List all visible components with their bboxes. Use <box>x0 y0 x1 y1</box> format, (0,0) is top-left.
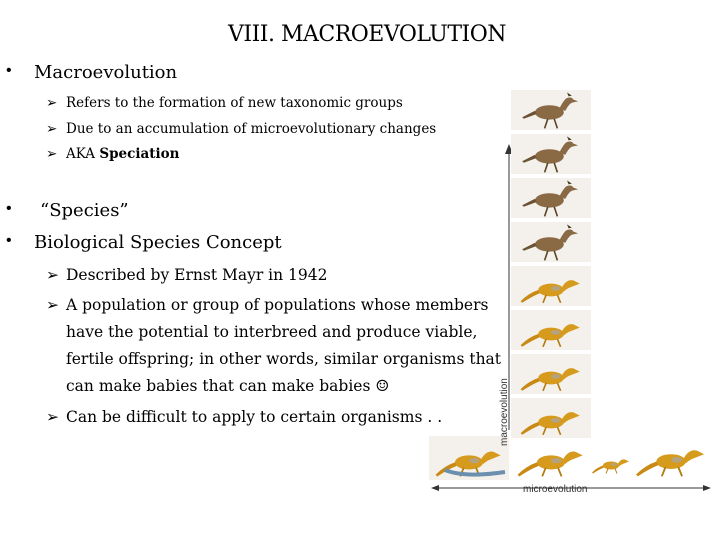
sub-item-continuation: can make babies that can make babies ☺ <box>66 377 390 395</box>
bullet-label: Biological Species Concept <box>34 232 282 253</box>
sub-item-text: Due to an accumulation of microevolutionary changes <box>66 121 437 137</box>
arrow-bullet-icon: ➢ <box>46 95 58 111</box>
arrow-bullet-icon: ➢ <box>46 146 58 162</box>
bullet-dot: • <box>6 232 12 249</box>
bullet-species <box>6 200 129 221</box>
macroevolution-axis-label: macroevolution <box>499 378 510 446</box>
arrow-bullet-icon: ➢ <box>46 408 59 426</box>
evolution-illustration <box>425 90 715 500</box>
sub-item-continuation: have the potential to interbreed and produce viable, <box>66 323 478 341</box>
sub-item-bold-text: Speciation <box>99 146 180 162</box>
sub-item-text: Can be difficult to apply to certain organisms . . <box>66 408 443 426</box>
sub-item <box>46 262 328 289</box>
evolution-figure <box>425 90 715 500</box>
bullet-label: Macroevolution <box>34 62 178 83</box>
sub-item <box>46 121 437 137</box>
sub-item-text: Described by Ernst Mayr in 1942 <box>66 266 328 284</box>
sub-item-continuation: fertile offspring; in other words, similar organisms that <box>66 350 502 368</box>
bullet-dot: • <box>6 200 12 217</box>
sub-item-text: AKA <box>66 146 100 162</box>
sub-item <box>46 404 443 431</box>
microevolution-axis-label: microevolution <box>523 484 588 495</box>
bullet-macroevolution <box>6 62 178 83</box>
sub-item <box>46 95 403 111</box>
sub-item <box>46 146 180 162</box>
arrow-bullet-icon: ➢ <box>46 296 59 314</box>
bullet-dot: • <box>6 62 12 79</box>
sub-item-text: Refers to the formation of new taxonomic groups <box>66 95 403 111</box>
bullet-label: “Species” <box>40 200 129 221</box>
page-title: VIII. MACROEVOLUTION <box>228 22 506 47</box>
arrow-bullet-icon: ➢ <box>46 121 58 137</box>
arrow-bullet-icon: ➢ <box>46 266 59 284</box>
bullet-biological-species-concept <box>6 232 282 253</box>
sub-item-text: A population or group of populations whose members <box>66 296 489 314</box>
